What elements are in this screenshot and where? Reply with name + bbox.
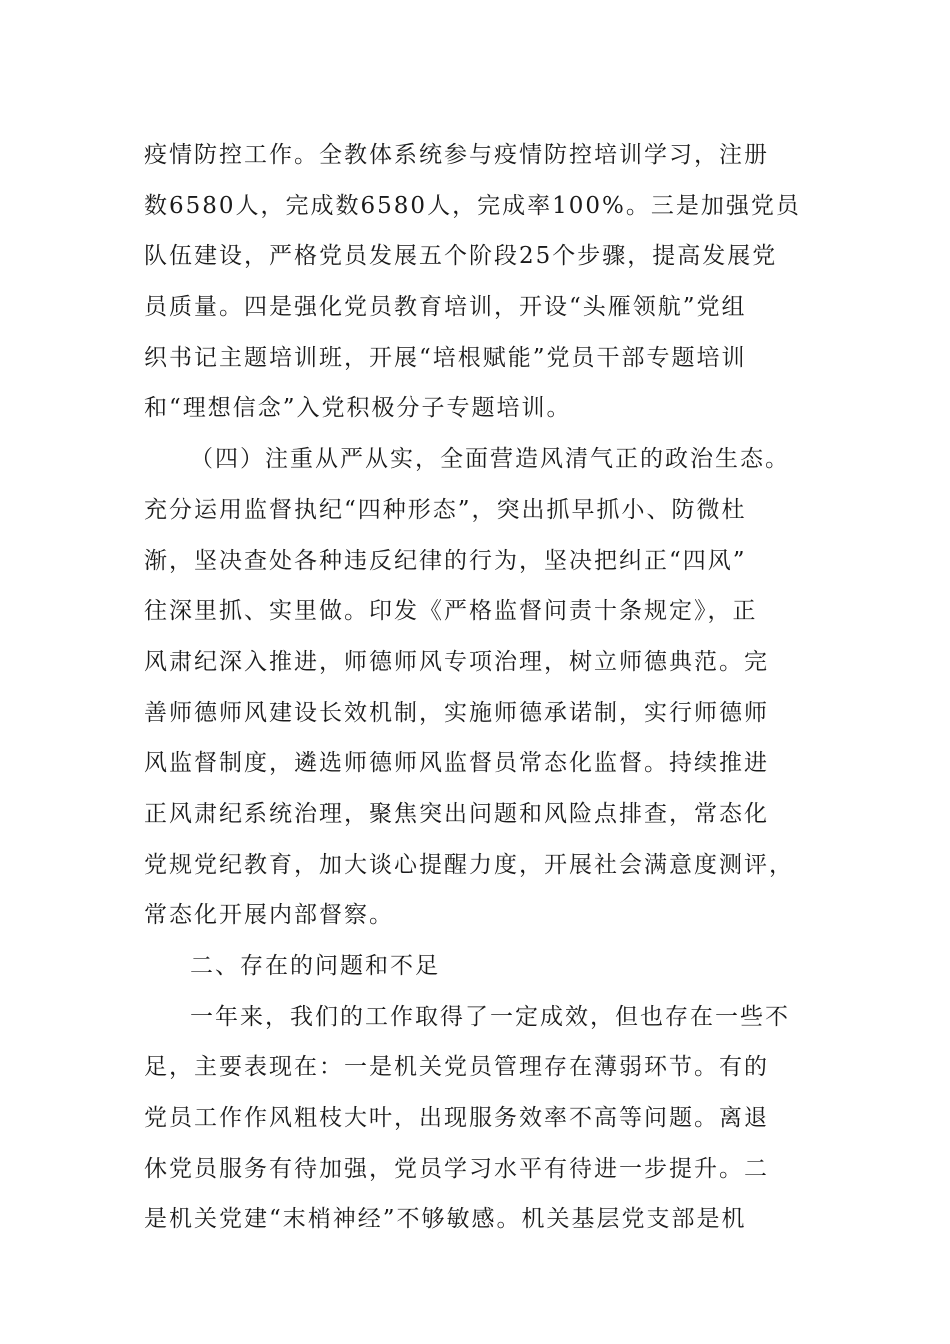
text-line: 往深里抓、实里做。印发《严格监督问责十条规定》，正: [144, 598, 758, 625]
text-line: 足，主要表现在：一是机关党员管理存在薄弱环节。有的: [144, 1054, 769, 1081]
text-line: 正风肃纪系统治理，聚焦突出问题和风险点排查，常态化: [144, 800, 769, 827]
text-line: 和“理想信念”入党积极分子专题培训。: [144, 395, 572, 422]
document-body: [144, 130, 804, 1245]
text-line: 渐，坚决查处各种违反纪律的行为，坚决把纠正“四风”: [144, 547, 747, 574]
text-line: 数6580人，完成数6580人，完成率100%。三是加强党员: [144, 192, 801, 219]
text-line: 员质量。四是强化党员教育培训，开设“头雁领航”党组: [144, 294, 747, 321]
text-line: 充分运用监督执纪“四种形态”，突出抓早抓小、防微杜: [144, 496, 747, 523]
text-line: 党规党纪教育，加大谈心提醒力度，开展社会满意度测评，: [144, 851, 794, 878]
text-line: 织书记主题培训班，开展“培根赋能”党员干部专题培训: [144, 344, 747, 371]
text-line: 党员工作作风粗枝大叶，出现服务效率不高等问题。离退: [144, 1105, 769, 1132]
text-line: 疫情防控工作。全教体系统参与疫情防控培训学习，注册: [144, 142, 769, 168]
text-line: 是机关党建“末梢神经”不够敏感。机关基层党支部是机: [144, 1206, 747, 1233]
section-heading-4: （四）注重从严从实，全面营造风清气正的政治生态。: [190, 446, 790, 473]
text-line: 休党员服务有待加强，党员学习水平有待进一步提升。二: [144, 1155, 769, 1182]
text-line: 一年来，我们的工作取得了一定成效，但也存在一些不: [190, 1003, 790, 1030]
section-heading-2: 二、存在的问题和不足: [190, 953, 440, 979]
text-line: 队伍建设，严格党员发展五个阶段25个步骤，提高发展党: [144, 243, 778, 270]
text-line: 风肃纪深入推进，师德师风专项治理，树立师德典范。完: [144, 648, 769, 675]
text-line: 善师德师风建设长效机制，实施师德承诺制，实行师德师: [144, 699, 769, 726]
text-line: 风监督制度，遴选师德师风监督员常态化监督。持续推进: [144, 750, 769, 777]
text-line: 常态化开展内部督察。: [144, 902, 394, 929]
